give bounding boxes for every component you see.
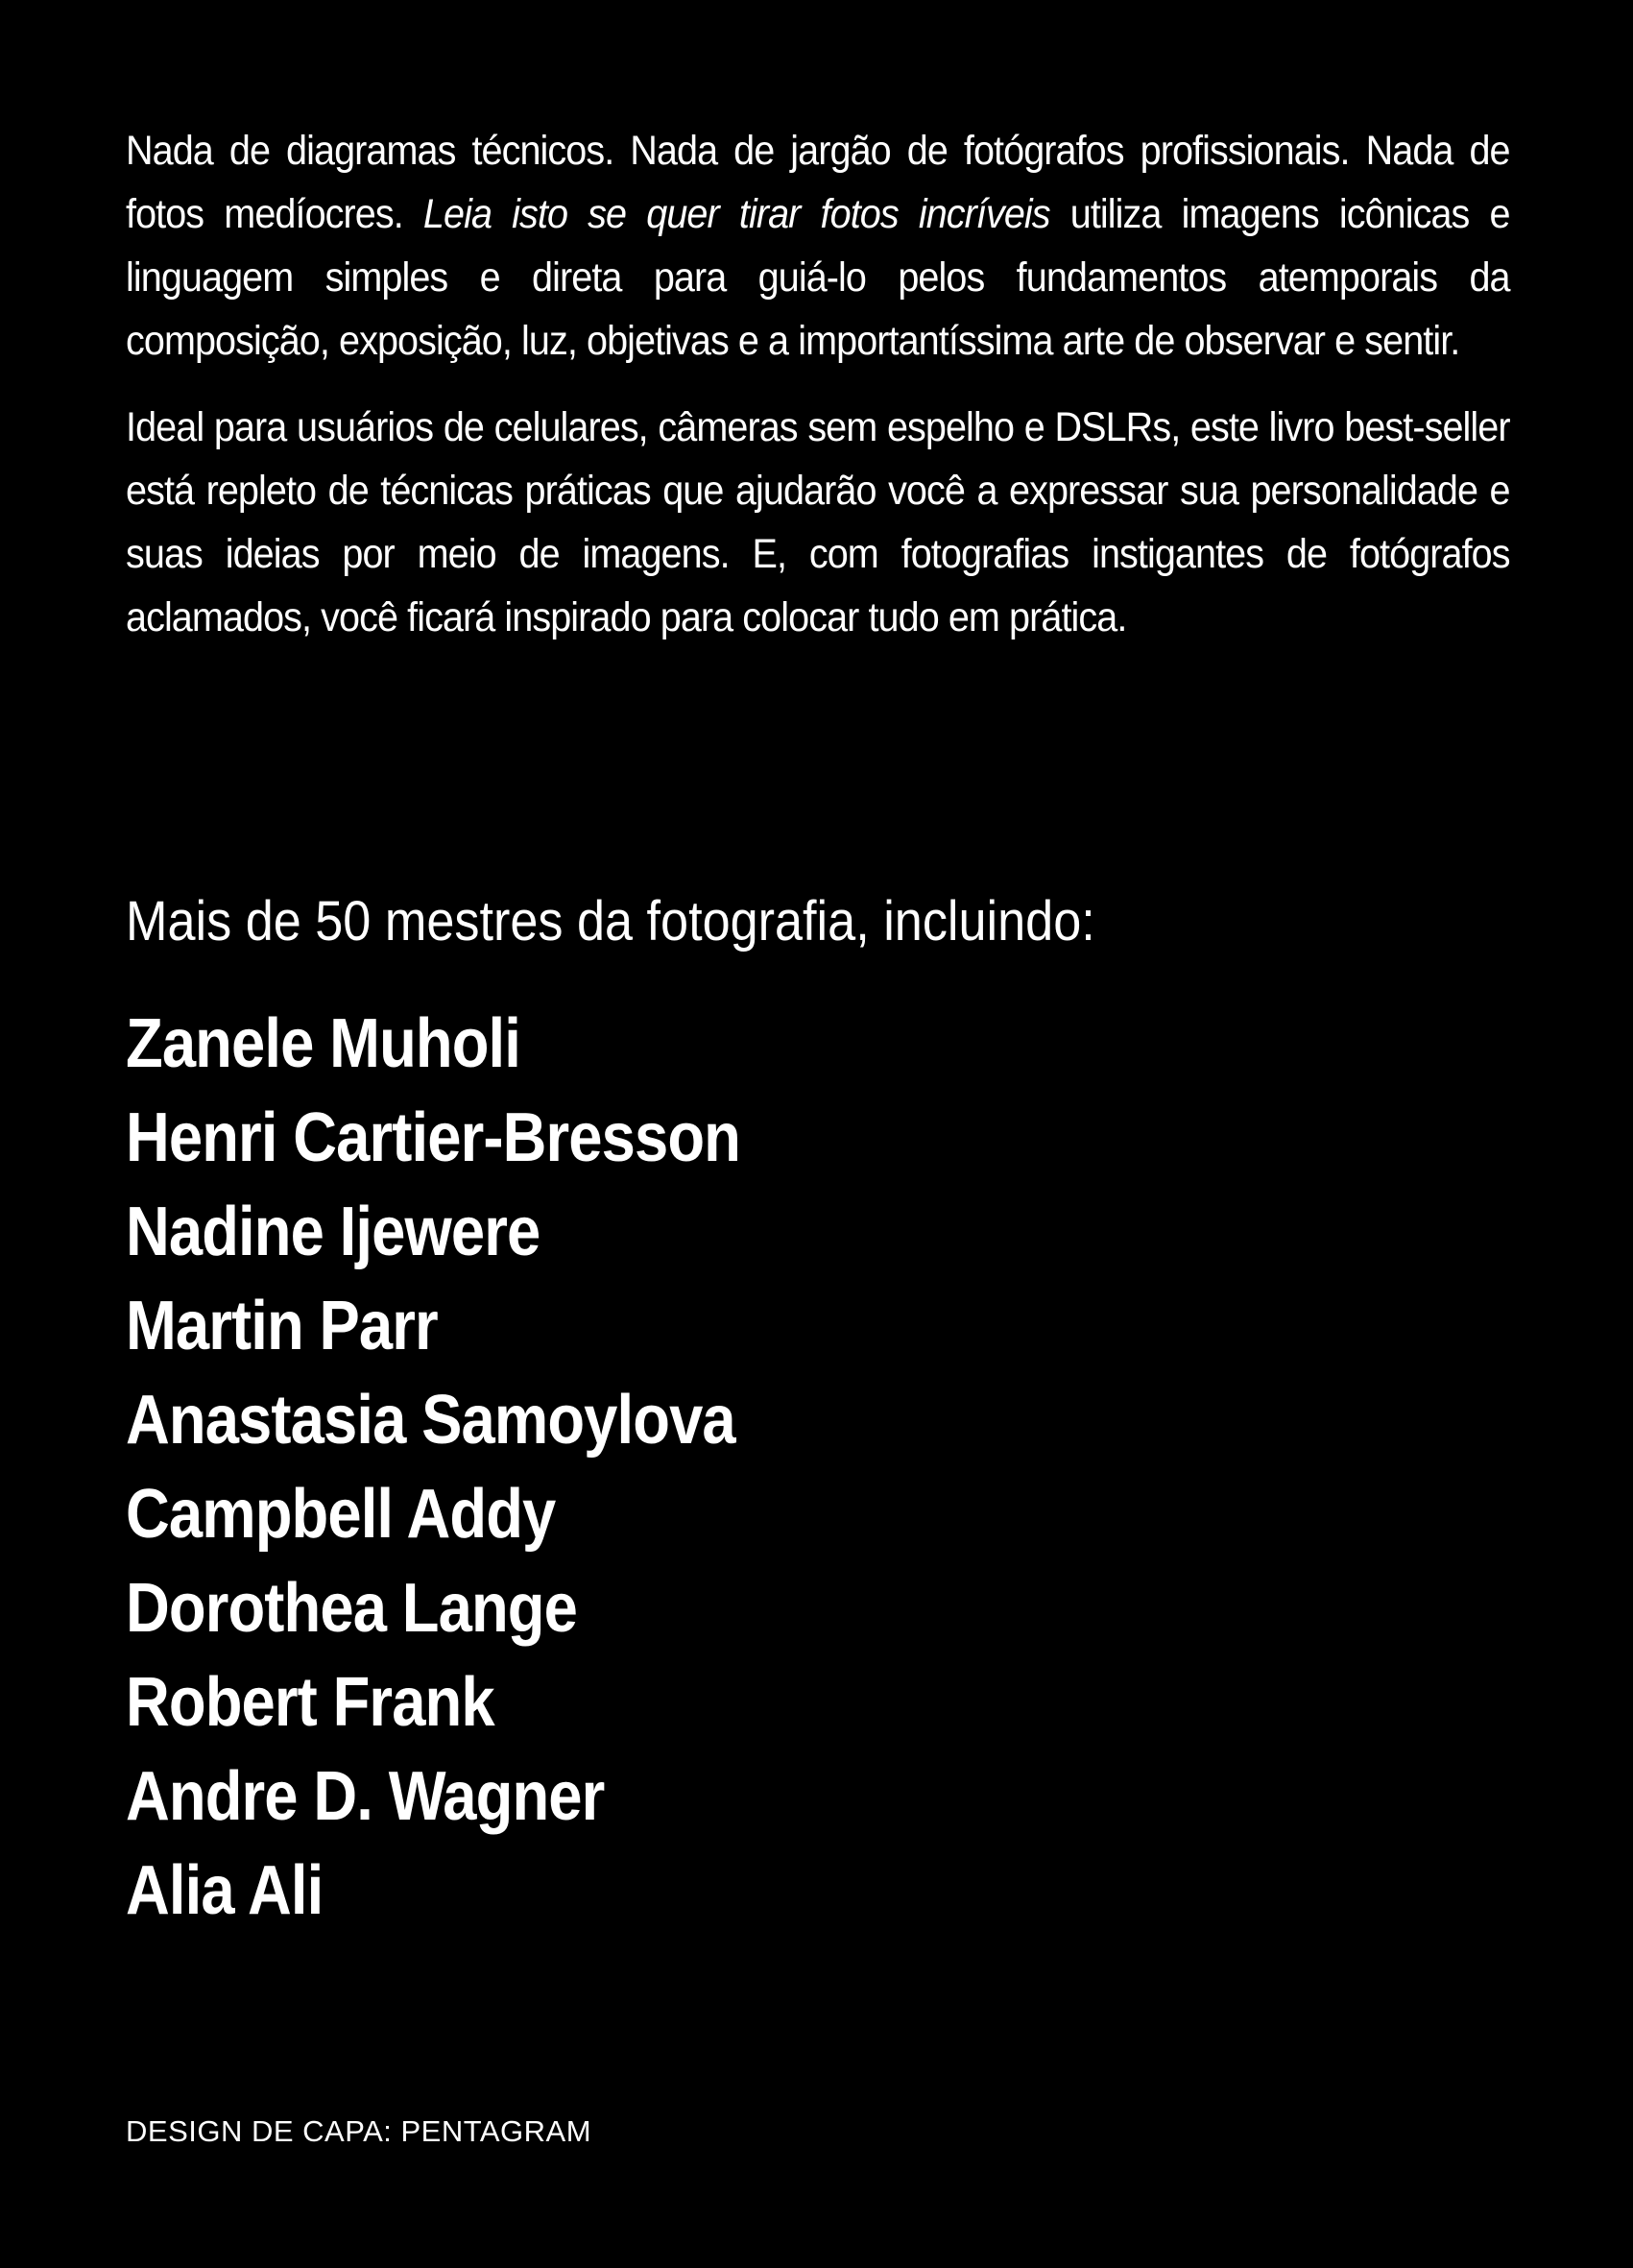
masters-heading: Mais de 50 mestres da fotografia, incluindo:	[126, 890, 1095, 953]
description-paragraph-1	[126, 119, 1510, 373]
paragraph-1-text-start: Nada de diagramas técnicos. Nada de jargão de fotógrafos profissionais. Nada de fotos medíocres.	[126, 128, 1510, 237]
paragraph-1-text-end: utiliza imagens icônicas e linguagem simples e direta para guiá-lo pelos fundamentos atemporais da composição, exposição, luz, objetivas e a importantíssima arte de observar e sentir.	[126, 191, 1510, 364]
photographer-name: Alia Ali	[126, 1852, 324, 1929]
photographer-name: Henri Cartier-Bresson	[126, 1099, 740, 1176]
photographer-name: Anastasia Samoylova	[126, 1382, 735, 1459]
description-block	[126, 119, 1510, 672]
photographer-name: Dorothea Lange	[126, 1570, 577, 1647]
photographer-list	[126, 997, 824, 1938]
photographer-name: Robert Frank	[126, 1664, 494, 1741]
photographer-name: Zanele Muholi	[126, 1005, 520, 1082]
photographer-name: Andre D. Wagner	[126, 1758, 605, 1835]
book-title: Leia isto se quer tirar fotos incríveis	[422, 191, 1050, 237]
photographer-name: Nadine Ijewere	[126, 1194, 540, 1270]
cover-design-credit: DESIGN DE CAPA: PENTAGRAM	[126, 2114, 592, 2148]
description-paragraph-2: Ideal para usuários de celulares, câmeras sem espelho e DSLRs, este livro best-seller está repleto de técnicas práticas que ajudarão você a expressar sua personalidade e suas ideias por meio de imagens. E, com fotografias instigantes de fotógrafos aclamados, você ficará inspirado para colocar tudo em prática.	[126, 404, 1510, 640]
photographer-name: Campbell Addy	[126, 1476, 556, 1553]
photographer-name: Martin Parr	[126, 1288, 438, 1364]
